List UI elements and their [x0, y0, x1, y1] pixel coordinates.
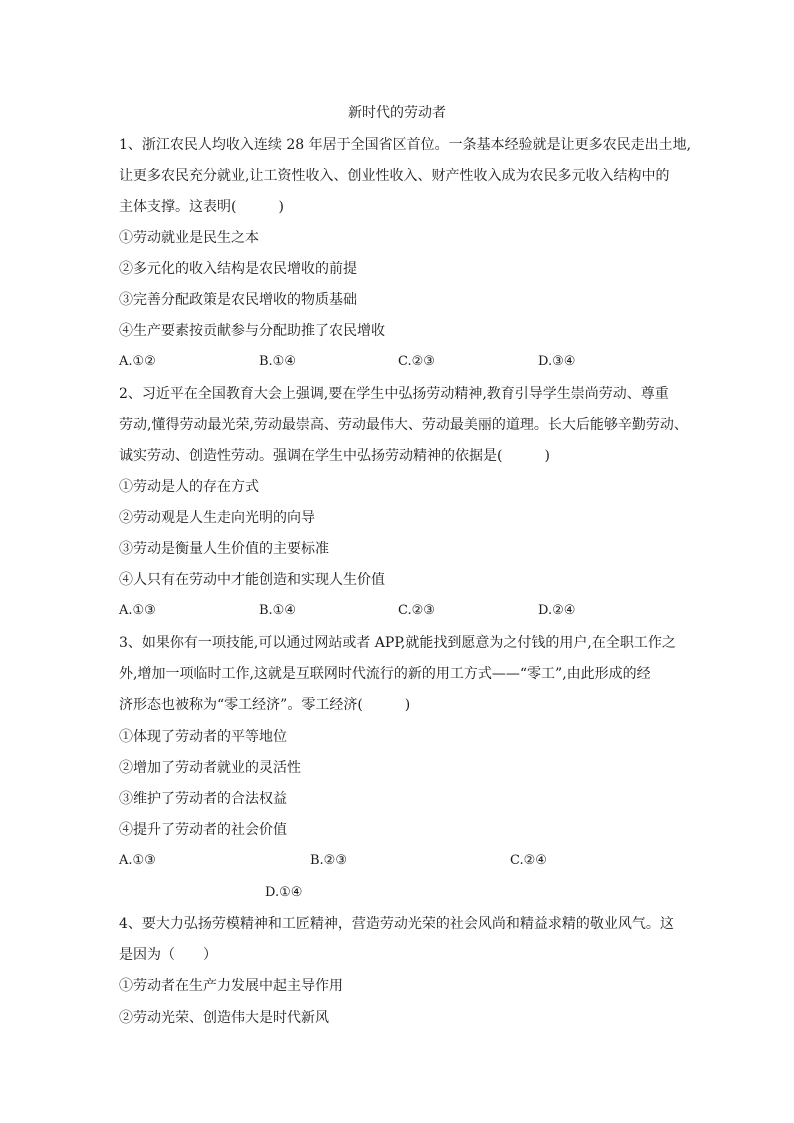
- q4-stem-line-2: 是因为（ ）: [119, 947, 217, 963]
- q3-stem-line-2: 外,增加一项临时工作,这就是互联网时代流行的新的用工方式——“零工”,由此形成的经: [119, 666, 651, 682]
- q3-stem-line-3: 济形态也被称为“零工经济”。零工经济( ): [119, 697, 411, 713]
- q3-item-4: ④提升了劳动者的社会价值: [119, 822, 287, 838]
- q2-item-1: ①劳动是人的存在方式: [119, 479, 259, 495]
- q4-stem-line-1: 4、要大力弘扬劳模精神和工匠精神，营造劳动光荣的社会风尚和精益求精的敬业风气。这: [119, 916, 674, 932]
- q1-stem-line-1: 1、浙江农民人均收入连续 28 年居于全国省区首位。一条基本经验就是让更多农民走出土地,: [119, 137, 692, 153]
- q3-option-c: C.②④: [510, 853, 547, 868]
- q1-item-2: ②多元化的收入结构是农民增收的前提: [119, 261, 357, 277]
- q2-option-c: C.②③: [398, 603, 435, 618]
- q3-item-2: ②增加了劳动者就业的灵活性: [119, 760, 301, 776]
- q4-item-2: ②劳动光荣、创造伟大是时代新风: [119, 1010, 329, 1026]
- q1-option-b: B.①④: [259, 354, 296, 369]
- q1-stem-line-2: 让更多农民充分就业,让工资性收入、创业性收入、财产性收入成为农民多元收入结构中的: [119, 168, 670, 184]
- q1-item-1: ①劳动就业是民生之本: [119, 230, 259, 246]
- q2-item-2: ②劳动观是人生走向光明的向导: [119, 510, 315, 526]
- q2-option-a: A.①③: [119, 603, 156, 618]
- q1-option-a: A.①②: [119, 354, 156, 369]
- q2-item-4: ④人只有在劳动中才能创造和实现人生价值: [119, 572, 385, 588]
- q1-item-4: ④生产要素按贡献参与分配助推了农民增收: [119, 323, 385, 339]
- q3-stem-line-1: 3、如果你有一项技能,可以通过网站或者 APP,就能找到愿意为之付钱的用户,在全职工作之: [119, 635, 676, 651]
- q2-option-d: D.②④: [538, 603, 576, 618]
- q3-item-1: ①体现了劳动者的平等地位: [119, 729, 287, 745]
- document-title: 新时代的劳动者: [348, 105, 446, 121]
- q2-item-3: ③劳动是衡量人生价值的主要标准: [119, 541, 329, 557]
- q2-option-b: B.①④: [259, 603, 296, 618]
- q3-option-b: B.②③: [310, 853, 347, 868]
- q1-item-3: ③完善分配政策是农民增收的物质基础: [119, 292, 357, 308]
- q2-stem-line-2: 劳动,懂得劳动最光荣,劳动最崇高、劳动最伟大、劳动最美丽的道理。长大后能够辛勤劳动、: [119, 417, 688, 433]
- q2-stem-line-3: 诚实劳动、创造性劳动。强调在学生中弘扬劳动精神的依据是( ): [119, 448, 550, 464]
- q3-option-d: D.①④: [265, 885, 303, 900]
- q4-item-1: ①劳动者在生产力发展中起主导作用: [119, 978, 343, 994]
- q1-option-c: C.②③: [398, 354, 435, 369]
- q3-item-3: ③维护了劳动者的合法权益: [119, 791, 287, 807]
- q1-stem-line-3: 主体支撑。这表明( ): [119, 199, 284, 215]
- q3-option-a: A.①③: [119, 853, 156, 868]
- q2-stem-line-1: 2、习近平在全国教育大会上强调,要在学生中弘扬劳动精神,教育引导学生崇尚劳动、尊重: [119, 386, 669, 402]
- q1-option-d: D.③④: [538, 354, 576, 369]
